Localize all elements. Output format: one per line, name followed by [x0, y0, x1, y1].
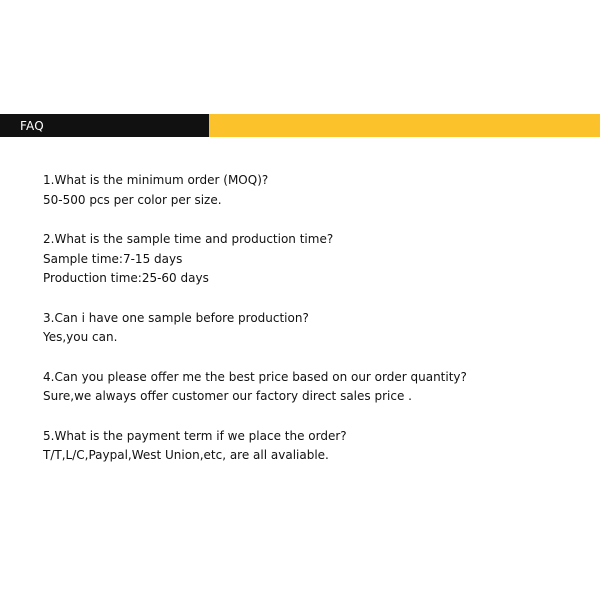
- faq-item-2: [43, 230, 583, 289]
- faq-question: 5.What is the payment term if we place the order?: [43, 428, 347, 443]
- faq-header-bar: [0, 114, 600, 137]
- faq-answer: T/T,L/C,Paypal,West Union,etc, are all avaliable.: [43, 448, 329, 462]
- faq-answer: Sure,we always offer customer our factory direct sales price .: [43, 389, 412, 403]
- faq-question: 1.What is the minimum order (MOQ)?: [43, 173, 269, 187]
- faq-list: [43, 171, 583, 486]
- faq-header-accent-segment: [209, 114, 600, 137]
- faq-title: FAQ: [20, 118, 44, 133]
- faq-item-5: [43, 427, 583, 466]
- faq-answer: 50-500 pcs per color per size.: [43, 192, 222, 207]
- faq-item-4: [43, 368, 583, 407]
- faq-item-3: [43, 309, 583, 348]
- faq-header-dark-segment: [0, 114, 209, 137]
- faq-item-1: [43, 171, 583, 210]
- faq-answer: Sample time:7-15 days: [43, 251, 183, 266]
- faq-question: 3.Can i have one sample before production?: [43, 310, 309, 325]
- faq-answer: Yes,you can.: [43, 330, 118, 344]
- faq-question: 4.Can you please offer me the best price based on our order quantity?: [43, 369, 467, 384]
- faq-question: 2.What is the sample time and production time?: [43, 232, 334, 246]
- faq-answer: Production time:25-60 days: [43, 271, 209, 285]
